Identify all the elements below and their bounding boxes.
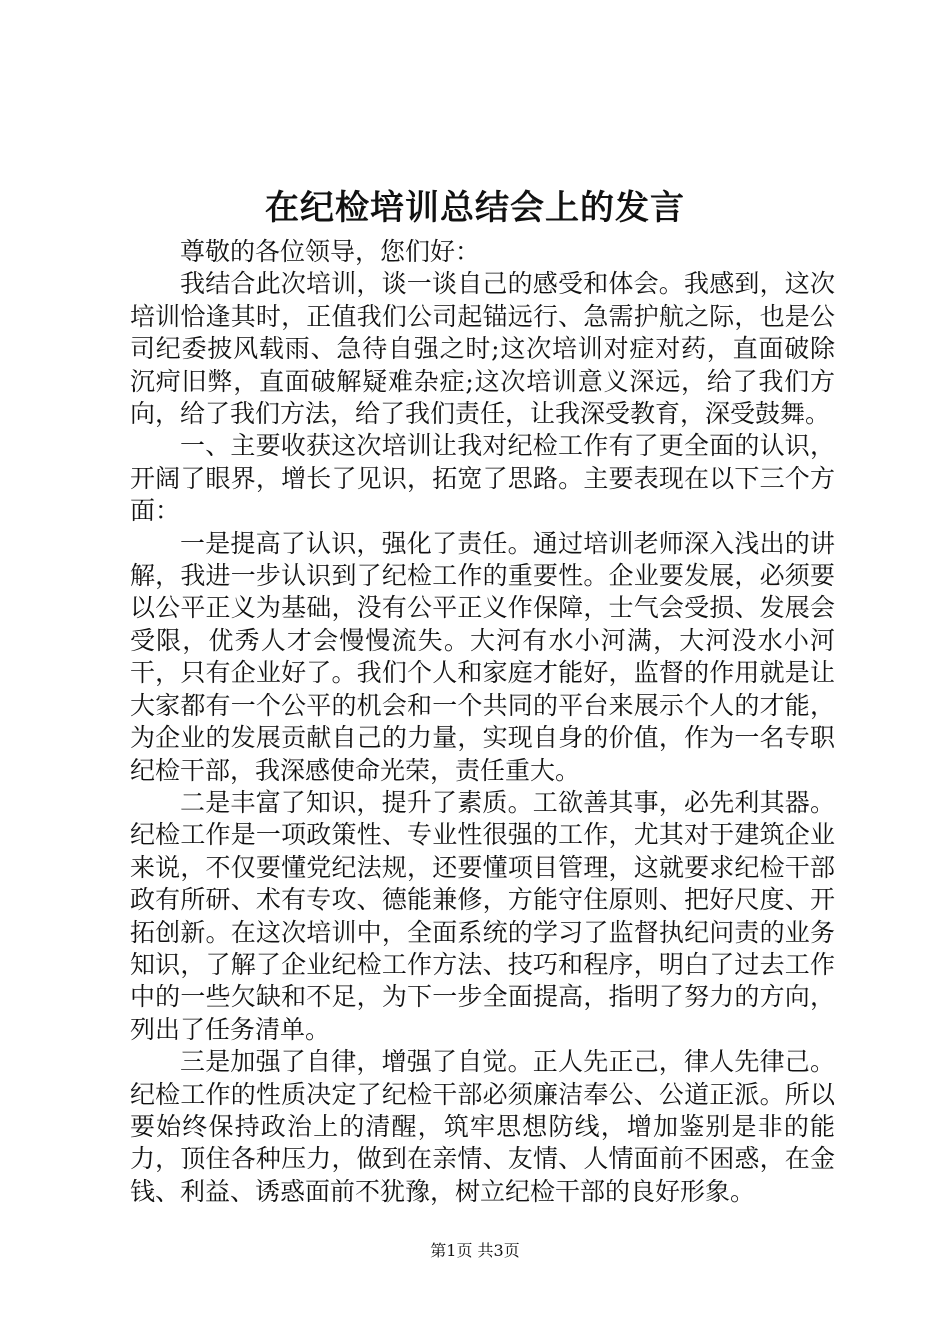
point-one-paragraph: 一是提高了认识，强化了责任。通过培训老师深入浅出的讲解，我进一步认识到了纪检工作的重要性。企业要发展，必须要以公平正义为基础，没有公平正义作保障，士气会受损、发展会受限，优秀人才会慢慢流失。大河有水小河满，大河没水小河干，只有企业好了。我们个人和家庭才能好，监督的作用就是让大家都有一个公平的机会和一个共同的平台来展示个人的才能，为企业的发展贡献自己的力量，实现自身的价值，作为一名专职纪检干部，我深感使命光荣，责任重大。 [130, 528, 835, 785]
point-two-paragraph: 二是丰富了知识，提升了素质。工欲善其事，必先利其器。纪检工作是一项政策性、专业性很强的工作，尤其对于建筑企业来说，不仅要懂党纪法规，还要懂项目管理，这就要求纪检干部政有所研、术有专攻、德能兼修，方能守住原则、把好尺度、开拓创新。在这次培训中，全面系统的学习了监督执纪问责的业务知识，了解了企业纪检工作方法、技巧和程序，明白了过去工作中的一些欠缺和不足，为下一步全面提高，指明了努力的方向，列出了任务清单。 [130, 787, 835, 1044]
page-title: 在纪检培训总结会上的发言 [265, 188, 685, 228]
point-three-paragraph: 三是加强了自律，增强了自觉。正人先正己，律人先律己。纪检工作的性质决定了纪检干部必须廉洁奉公、公道正派。所以要始终保持政治上的清醒，筑牢思想防线，增加鉴别是非的能力，顶住各种压力，做到在亲情、友情、人情面前不困惑，在金钱、利益、诱惑面前不犹豫，树立纪检干部的良好形象。 [130, 1047, 835, 1206]
page-footer: 第1页 共3页 [430, 1241, 520, 1260]
salutation-paragraph: 尊敬的各位领导，您们好： [180, 237, 481, 266]
main-gains-paragraph: 一、主要收获这次培训让我对纪检工作有了更全面的认识，开阔了眼界，增长了见识，拓宽了思路。主要表现在以下三个方面： [130, 431, 835, 526]
intro-paragraph: 我结合此次培训，谈一谈自己的感受和体会。我感到，这次培训恰逢其时，正值我们公司起锚远行、急需护航之际，也是公司纪委披风载雨、急待自强之时;这次培训对症对药，直面破除沉疴旧弊，直面破解疑难杂症;这次培训意义深远，给了我们方向，给了我们方法，给了我们责任，让我深受教育，深受鼓舞。 [130, 269, 835, 429]
document-body [130, 236, 835, 1208]
